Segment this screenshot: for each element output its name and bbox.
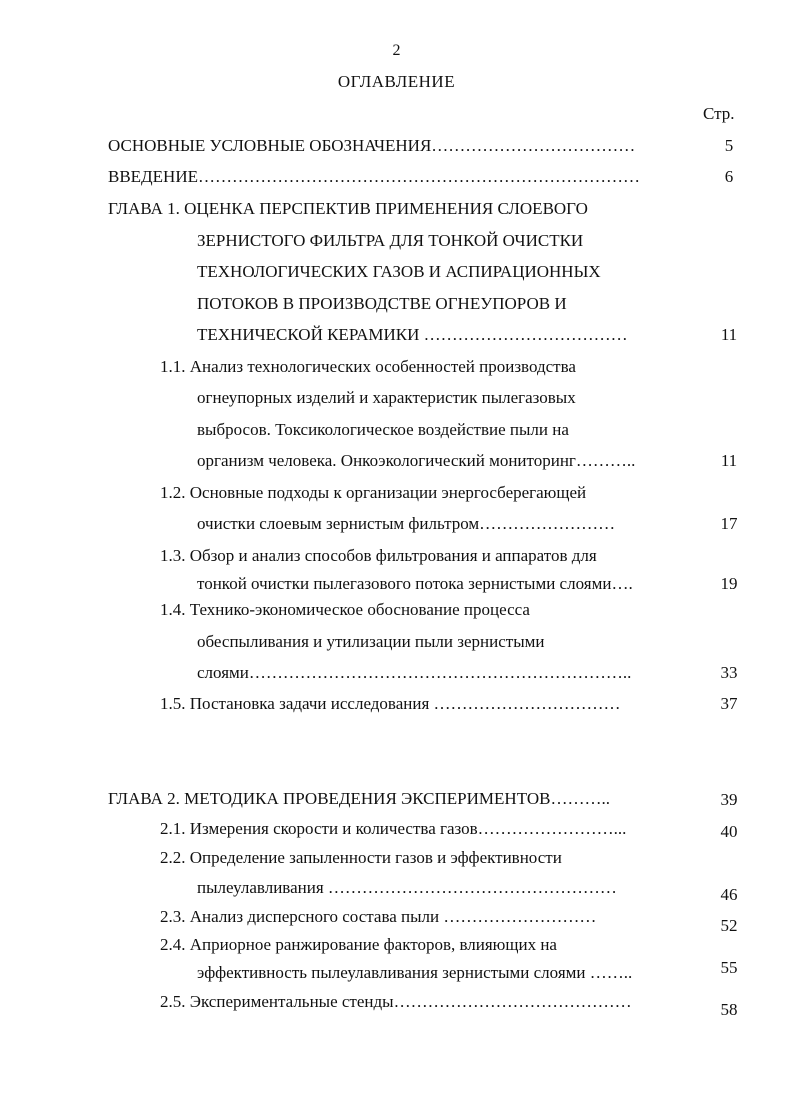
toc-chapter-1-line: ЗЕРНИСТОГО ФИЛЬТРА ДЛЯ ТОНКОЙ ОЧИСТКИ — [197, 231, 584, 250]
page-column-label: Стр. — [703, 104, 735, 123]
toc-section-1-1: организм человека. Онкоэкологический мониторинг……….. — [197, 451, 636, 470]
toc-section-2-3: 2.3. Анализ дисперсного состава пыли ……………………… — [160, 907, 597, 926]
toc-page-ref: 40 — [720, 822, 738, 841]
toc-page-ref: 46 — [720, 885, 738, 904]
toc-chapter-1-line: ПОТОКОВ В ПРОИЗВОДСТВЕ ОГНЕУПОРОВ И — [197, 294, 567, 313]
toc-chapter-1-line: ТЕХНИЧЕСКОЙ КЕРАМИКИ ……………………………… — [197, 325, 628, 344]
toc-chapter-2: ГЛАВА 2. МЕТОДИКА ПРОВЕДЕНИЯ ЭКСПЕРИМЕНТОВ……….. — [108, 789, 610, 808]
toc-section-1-4: обеспыливания и утилизации пыли зернистыми — [197, 632, 545, 651]
toc-page-ref: 52 — [720, 916, 738, 935]
page-number: 2 — [392, 42, 401, 59]
toc-section-1-3: 1.3. Обзор и анализ способов фильтрования и аппаратов для — [160, 546, 597, 565]
toc-section-1-2: очистки слоевым зернистым фильтром…………………… — [197, 514, 616, 533]
toc-section-2-4: эффективность пылеулавливания зернистыми слоями …….. — [197, 963, 633, 982]
toc-section-1-1: выбросов. Токсикологическое воздействие пыли на — [197, 420, 569, 439]
toc-section-2-4: 2.4. Априорное ранжирование факторов, влияющих на — [160, 935, 557, 954]
toc-section-1-4: 1.4. Технико-экономическое обоснование процесса — [160, 600, 530, 619]
toc-page-ref: 19 — [720, 574, 738, 593]
toc-section-1-3: тонкой очистки пылегазового потока зернистыми слоями…. — [197, 574, 633, 593]
toc-section-1-4: слоями………………………………………………………….. — [197, 663, 632, 682]
toc-entry-main-symbols: ОСНОВНЫЕ УСЛОВНЫЕ ОБОЗНАЧЕНИЯ……………………………… — [108, 136, 636, 155]
toc-section-2-2: 2.2. Определение запыленности газов и эффективности — [160, 848, 562, 867]
toc-page-ref: 17 — [720, 514, 738, 533]
page-title: ОГЛАВЛЕНИЕ — [337, 72, 456, 91]
toc-page-ref: 6 — [724, 167, 734, 186]
toc-page-ref: 11 — [720, 325, 738, 344]
toc-section-1-1: 1.1. Анализ технологических особенностей производства — [160, 357, 576, 376]
toc-page-ref: 39 — [720, 790, 738, 809]
toc-section-2-1: 2.1. Измерения скорости и количества газов……………………... — [160, 819, 627, 838]
toc-section-1-2: 1.2. Основные подходы к организации энергосберегающей — [160, 483, 587, 502]
toc-page-ref: 33 — [720, 663, 738, 682]
toc-section-1-5: 1.5. Постановка задачи исследования …………………………… — [160, 694, 621, 713]
toc-page-ref: 37 — [720, 694, 738, 713]
toc-entry-introduction: ВВЕДЕНИЕ…………………………………………………………………… — [108, 167, 640, 186]
toc-section-1-1: огнеупорных изделий и характеристик пылегазовых — [197, 388, 576, 407]
toc-page-ref: 11 — [720, 451, 738, 470]
toc-page-ref: 55 — [720, 958, 738, 977]
toc-section-2-5: 2.5. Экспериментальные стенды…………………………………… — [160, 992, 632, 1011]
toc-page-ref: 58 — [720, 1000, 738, 1019]
toc-chapter-1-line: ТЕХНОЛОГИЧЕСКИХ ГАЗОВ И АСПИРАЦИОННЫХ — [197, 262, 601, 281]
toc-page-ref: 5 — [724, 136, 734, 155]
toc-section-2-2: пылеулавливания …………………………………………… — [197, 878, 617, 897]
toc-chapter-1-line: ГЛАВА 1. ОЦЕНКА ПЕРСПЕКТИВ ПРИМЕНЕНИЯ СЛОЕВОГО — [108, 199, 588, 218]
